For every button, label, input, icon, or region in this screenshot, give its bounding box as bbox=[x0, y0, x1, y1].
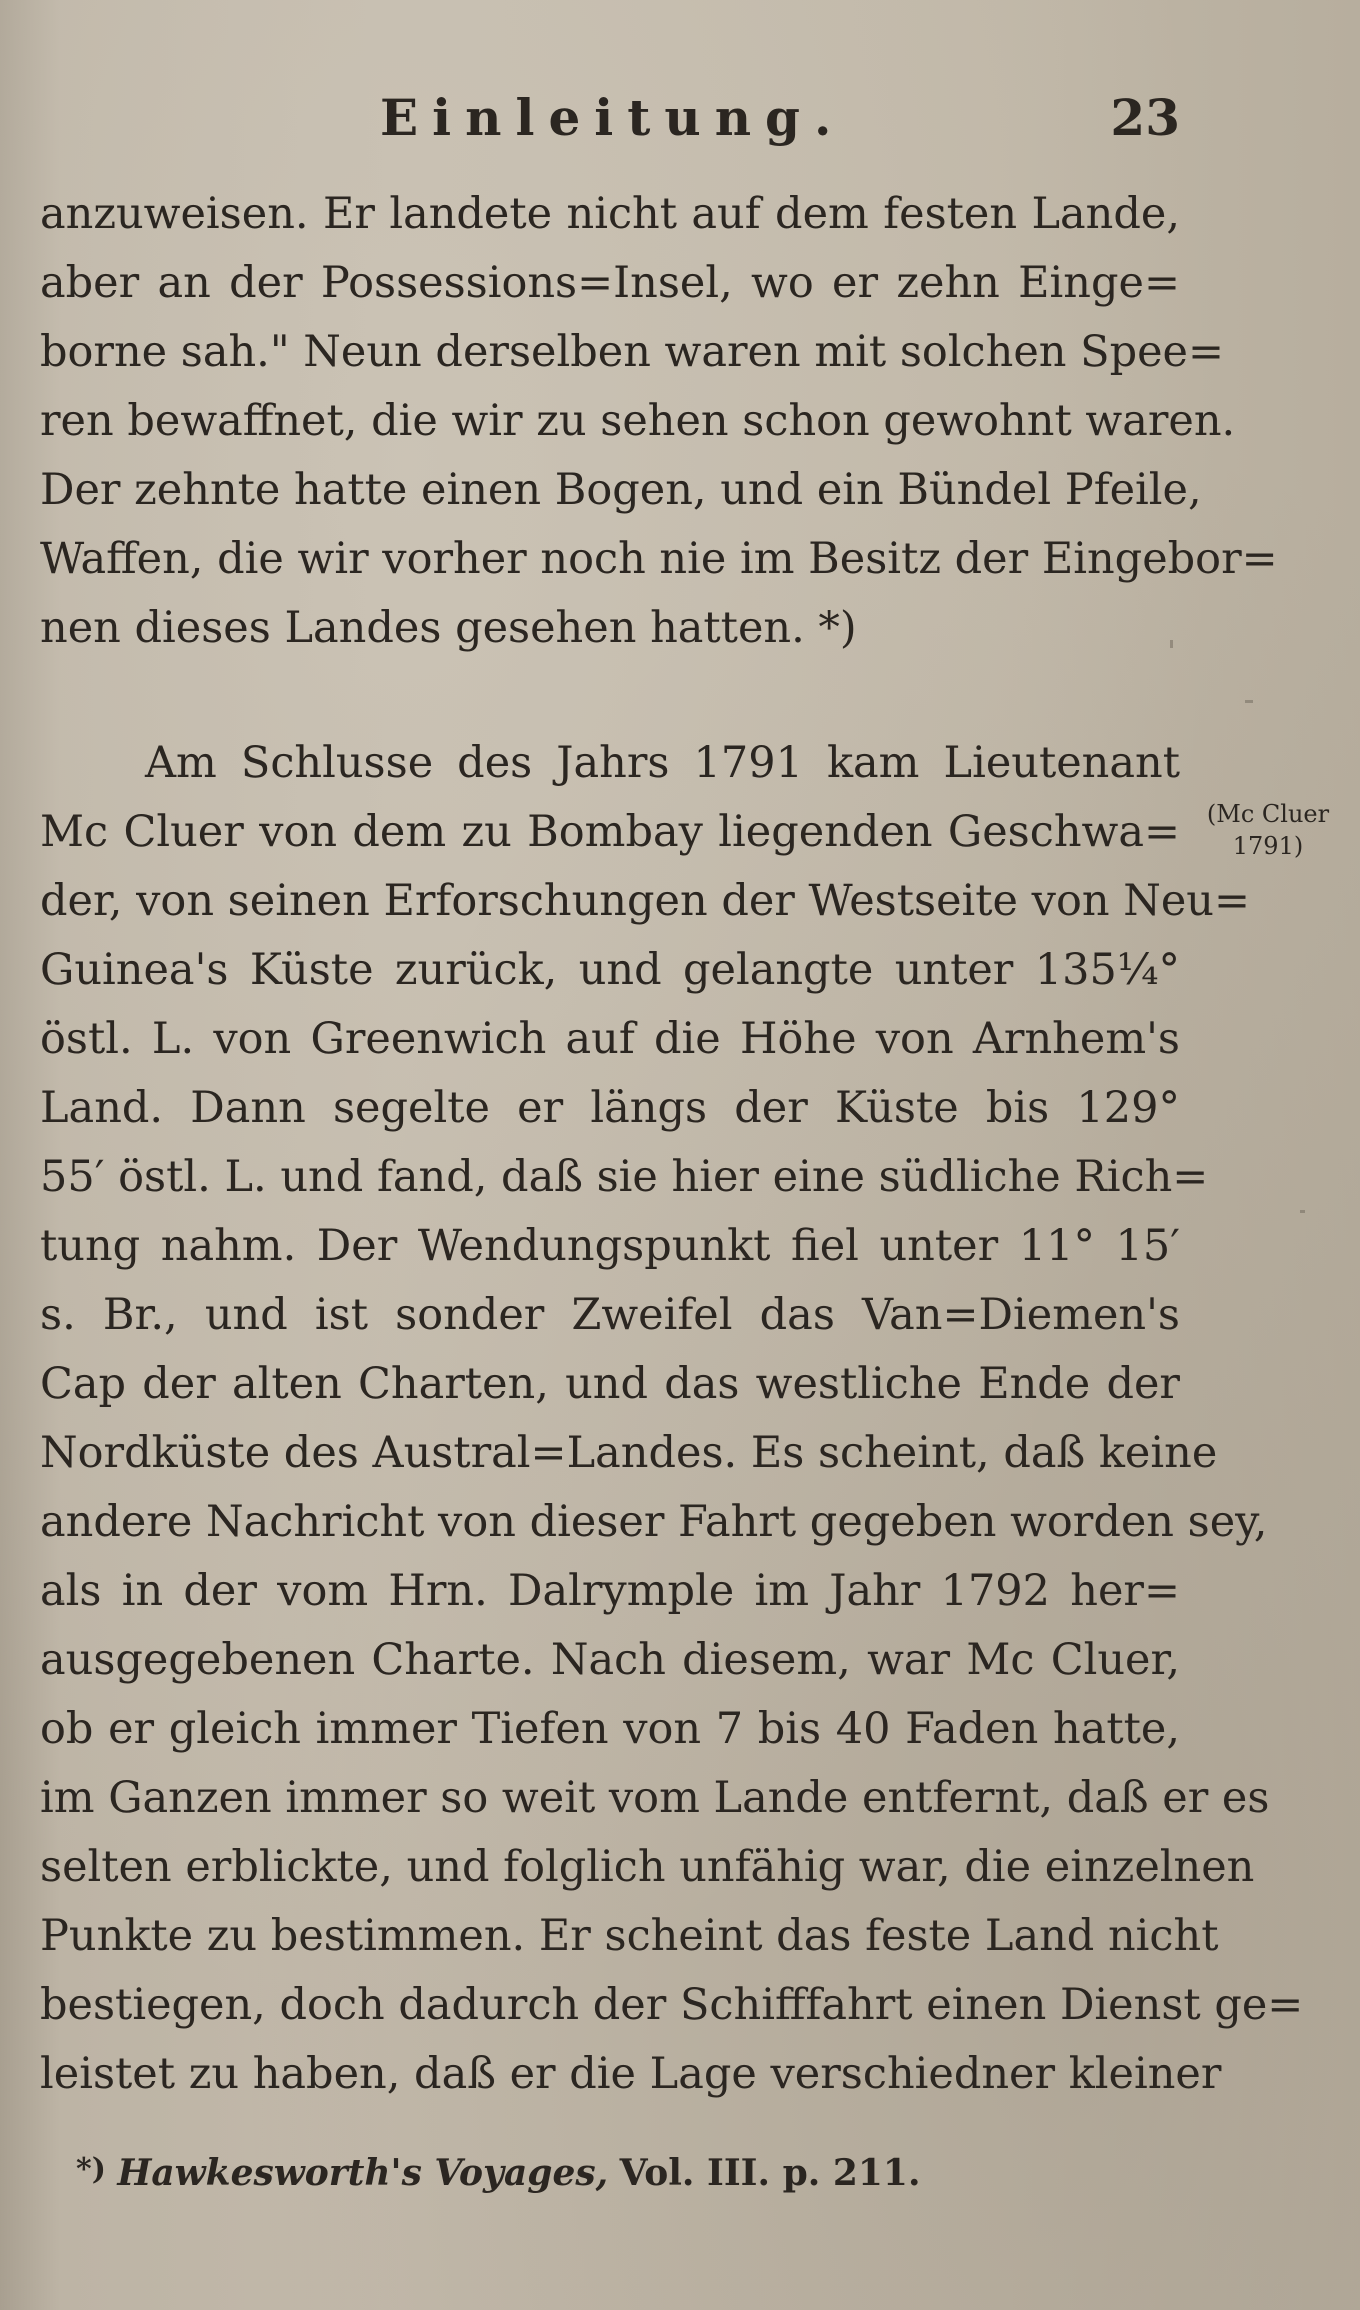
margin-note-line: 1791) bbox=[1188, 830, 1348, 862]
text-line: Am Schlusse des Jahrs 1791 kam Lieutenant bbox=[40, 729, 1180, 798]
text-line: als in der vom Hrn. Dalrymple im Jahr 1792 her= bbox=[40, 1557, 1180, 1626]
text-line: Waffen, die wir vorher noch nie im Besitz der Eingebor= bbox=[40, 525, 1180, 594]
text-line: ren bewaffnet, die wir zu sehen schon gewohnt waren. bbox=[40, 387, 1180, 456]
text-line: bestiegen, doch dadurch der Schifffahrt einen Dienst ge= bbox=[40, 1971, 1180, 2040]
text-line: s. Br., und ist sonder Zweifel das Van=Diemen's bbox=[40, 1281, 1180, 1350]
text-line: borne sah." Neun derselben waren mit solchen Spee= bbox=[40, 318, 1180, 387]
text-line: 55′ östl. L. und fand, daß sie hier eine südliche Rich= bbox=[40, 1143, 1180, 1212]
text-line: Cap der alten Charten, und das westliche Ende der bbox=[40, 1350, 1180, 1419]
paragraph-2 bbox=[40, 729, 1180, 2109]
text-line: selten erblickte, und folglich unfähig war, die einzelnen bbox=[40, 1833, 1180, 1902]
margin-note bbox=[1188, 798, 1348, 862]
text-line: Guinea's Küste zurück, und gelangte unter 135¼° bbox=[40, 936, 1180, 1005]
text-line: ausgegebenen Charte. Nach diesem, war Mc Cluer, bbox=[40, 1626, 1180, 1695]
text-line: östl. L. von Greenwich auf die Höhe von Arnhem's bbox=[40, 1005, 1180, 1074]
text-line: der, von seinen Erforschungen der Westseite von Neu= bbox=[40, 867, 1180, 936]
text-line: Der zehnte hatte einen Bogen, und ein Bündel Pfeile, bbox=[40, 456, 1180, 525]
text-line: Nordküste des Austral=Landes. Es scheint, daß keine bbox=[40, 1419, 1180, 1488]
footnote-reference: Vol. III. p. 211. bbox=[620, 2152, 921, 2194]
text-line: aber an der Possessions=Insel, wo er zehn Einge= bbox=[40, 249, 1180, 318]
text-line: Land. Dann segelte er längs der Küste bis 129° bbox=[40, 1074, 1180, 1143]
text-line: anzuweisen. Er landete nicht auf dem festen Lande, bbox=[40, 180, 1180, 249]
footnote bbox=[76, 2152, 1076, 2194]
running-title: Einleitung. bbox=[380, 88, 845, 147]
text-line: tung nahm. Der Wendungspunkt fiel unter 11° 15′ bbox=[40, 1212, 1180, 1281]
text-line: andere Nachricht von dieser Fahrt gegeben worden sey, bbox=[40, 1488, 1180, 1557]
paper-speck bbox=[60, 1600, 64, 1603]
paragraph-gap bbox=[40, 663, 1180, 729]
margin-note-line: (Mc Cluer bbox=[1188, 798, 1348, 830]
footnote-marker: *) bbox=[76, 2152, 106, 2187]
text-line: Punkte zu bestimmen. Er scheint das feste Land nicht bbox=[40, 1902, 1180, 1971]
paper-speck bbox=[1245, 700, 1253, 703]
body-text bbox=[40, 180, 1180, 2109]
page-header bbox=[380, 88, 1180, 158]
paper-speck bbox=[1170, 640, 1173, 648]
text-line: ob er gleich immer Tiefen von 7 bis 40 Faden hatte, bbox=[40, 1695, 1180, 1764]
text-line: leistet zu haben, daß er die Lage verschiedner kleiner bbox=[40, 2040, 1180, 2109]
footnote-title: Hawkesworth's Voyages, bbox=[117, 2152, 608, 2194]
page-number: 23 bbox=[1110, 88, 1180, 147]
text-line: nen dieses Landes gesehen hatten. *) bbox=[40, 594, 1180, 663]
text-line: Mc Cluer von dem zu Bombay liegenden Geschwa= bbox=[40, 798, 1180, 867]
paragraph-1 bbox=[40, 180, 1180, 663]
paper-speck bbox=[1300, 1210, 1305, 1213]
text-line: im Ganzen immer so weit vom Lande entfernt, daß er es bbox=[40, 1764, 1180, 1833]
